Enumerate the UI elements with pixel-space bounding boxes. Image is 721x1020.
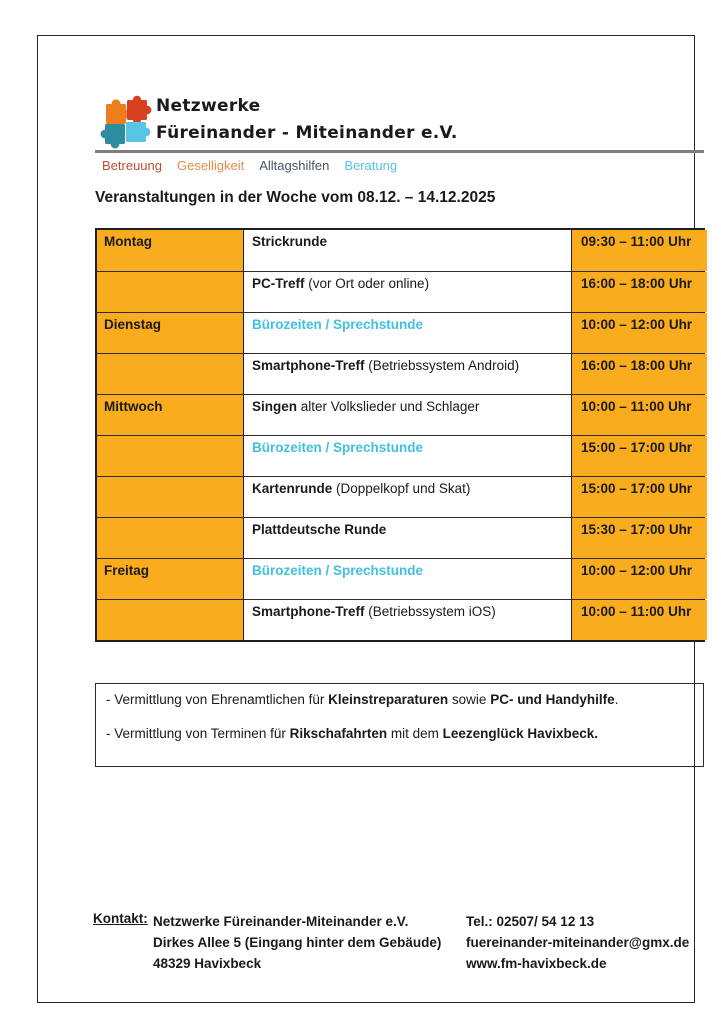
table-row — [97, 312, 703, 353]
puzzle-piece-top-right — [127, 96, 151, 124]
brand-name-line2: Füreinander - Miteinander e.V. — [156, 123, 458, 143]
info-line — [106, 726, 693, 743]
table-row — [97, 558, 703, 599]
activity-cell — [243, 272, 572, 312]
table-row — [97, 353, 703, 394]
day-cell: Freitag — [97, 559, 243, 599]
day-cell — [97, 600, 243, 640]
menu-item-betreuung: Betreuung — [102, 158, 162, 173]
activity-cell — [243, 230, 572, 271]
activity-cell — [243, 559, 572, 599]
page-title: Veranstaltungen in der Woche vom 08.12. – 14.12.2025 — [95, 189, 496, 206]
footer-contact-line: Tel.: 02507/ 54 12 13 — [466, 914, 595, 929]
day-cell — [97, 518, 243, 558]
activity-segment: (Betriebssystem Android) — [364, 358, 520, 373]
info-segment: Leezenglück Havixbeck. — [442, 725, 598, 741]
info-box — [95, 683, 704, 767]
activity-segment: Smartphone-Treff — [252, 604, 365, 619]
time-cell: 09:30 – 11:00 Uhr — [572, 230, 707, 271]
footer-contact-label: Kontakt: — [93, 911, 148, 926]
activity-segment: (vor Ort oder online) — [304, 276, 430, 291]
time-cell: 16:00 – 18:00 Uhr — [572, 354, 707, 394]
info-segment: . — [614, 692, 619, 707]
puzzle-piece-bottom-right — [126, 122, 150, 142]
footer-contact-line: fuereinander-miteinander@gmx.de — [466, 935, 690, 950]
day-cell: Dienstag — [97, 313, 243, 353]
table-row — [97, 517, 703, 558]
activity-cell — [243, 395, 572, 435]
table-row — [97, 476, 703, 517]
day-cell — [97, 436, 243, 476]
info-segment: Kleinstreparaturen — [328, 692, 449, 707]
activity-segment: alter Volkslieder und Schlager — [297, 399, 480, 414]
day-cell: Mittwoch — [97, 395, 243, 435]
category-menu — [102, 158, 397, 173]
time-cell: 15:00 – 17:00 Uhr — [572, 477, 707, 517]
day-cell — [97, 354, 243, 394]
info-line — [106, 692, 693, 709]
time-cell: 16:00 – 18:00 Uhr — [572, 272, 707, 312]
activity-cell — [243, 477, 572, 517]
footer-address — [153, 911, 441, 974]
activity-segment: Smartphone-Treff — [252, 358, 365, 373]
table-row — [97, 435, 703, 476]
activity-segment: (Betriebssystem iOS) — [364, 604, 496, 619]
puzzle-piece-bottom-left — [101, 124, 125, 148]
activity-cell — [243, 354, 572, 394]
footer-address-line: Netzwerke Füreinander-Miteinander e.V. — [153, 914, 409, 929]
time-cell: 10:00 – 11:00 Uhr — [572, 600, 707, 640]
brand-title — [156, 96, 458, 143]
activity-cell — [243, 518, 572, 558]
activity-cell — [243, 313, 572, 353]
day-cell: Montag — [97, 230, 243, 271]
activity-segment: Plattdeutsche Runde — [252, 522, 387, 537]
schedule-table — [95, 228, 705, 642]
menu-item-alltagshilfen: Alltagshilfen — [259, 158, 330, 173]
table-row — [97, 271, 703, 312]
footer-address-line: Dirkes Allee 5 (Eingang hinter dem Gebäude) — [153, 935, 442, 950]
table-row — [97, 230, 703, 271]
activity-segment: Bürozeiten / Sprechstunde — [252, 440, 424, 455]
info-segment: mit dem — [387, 725, 443, 741]
header-divider — [95, 150, 704, 153]
footer-phone-web — [466, 911, 689, 974]
activity-segment: Bürozeiten / Sprechstunde — [252, 563, 424, 578]
time-cell: 15:30 – 17:00 Uhr — [572, 518, 707, 558]
table-row — [97, 394, 703, 435]
activity-segment: Strickrunde — [252, 234, 328, 249]
info-segment: - Vermittlung von Terminen für — [106, 725, 290, 741]
info-segment: Rikschafahrten — [289, 725, 388, 741]
footer-address-line: 48329 Havixbeck — [153, 956, 262, 971]
info-segment: - Vermittlung von Ehrenamtlichen für — [106, 692, 329, 707]
time-cell: 10:00 – 11:00 Uhr — [572, 395, 707, 435]
day-cell — [97, 477, 243, 517]
puzzle-logo-icon — [100, 92, 152, 154]
footer-contact-line: www.fm-havixbeck.de — [466, 956, 607, 971]
puzzle-piece-top-left — [106, 99, 130, 124]
activity-segment: Kartenrunde — [252, 481, 333, 496]
menu-item-beratung: Beratung — [344, 158, 398, 173]
activity-segment: Singen — [252, 399, 298, 414]
activity-segment: Bürozeiten / Sprechstunde — [252, 317, 424, 332]
activity-cell — [243, 436, 572, 476]
info-segment: PC- und Handyhilfe — [490, 692, 615, 707]
time-cell: 10:00 – 12:00 Uhr — [572, 559, 707, 599]
page-frame — [37, 35, 695, 1003]
menu-item-geselligkeit: Geselligkeit — [177, 158, 245, 173]
activity-segment: PC-Treff — [252, 276, 305, 291]
activity-segment: (Doppelkopf und Skat) — [332, 481, 471, 496]
table-row — [97, 599, 703, 640]
brand-name-line1: Netzwerke — [156, 96, 261, 116]
activity-cell — [243, 600, 572, 640]
time-cell: 10:00 – 12:00 Uhr — [572, 313, 707, 353]
time-cell: 15:00 – 17:00 Uhr — [572, 436, 707, 476]
day-cell — [97, 272, 243, 312]
info-segment: sowie — [448, 692, 491, 707]
